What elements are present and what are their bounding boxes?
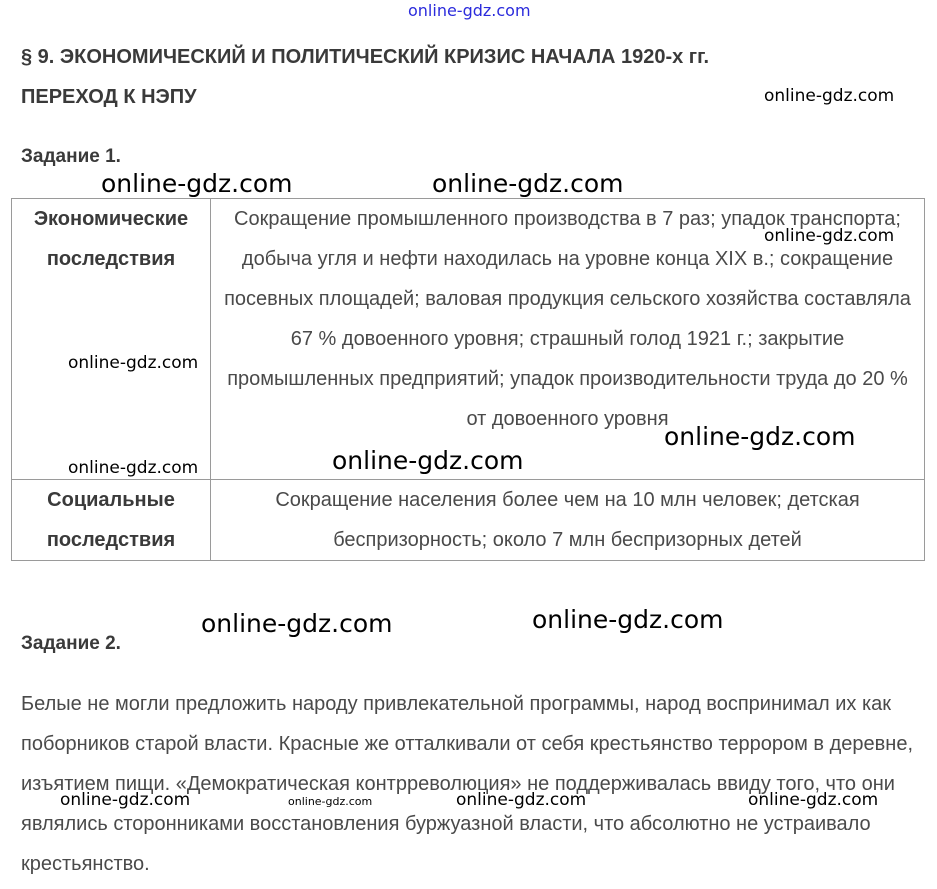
row-label-economic: Экономические последствия [12,199,211,480]
watermark-logo: online-gdz.com [101,169,293,198]
watermark-logo: online-gdz.com [764,86,895,106]
watermark-logo: online-gdz.com [332,446,524,475]
watermark-logo: online-gdz.com [408,1,531,20]
watermark-logo: online-gdz.com [748,790,879,810]
watermark-logo: online-gdz.com [664,422,856,451]
watermark-logo: online-gdz.com [68,353,199,373]
watermark-logo: online-gdz.com [288,795,373,808]
row-label-social: Социальные последствия [12,480,211,561]
section-title-line2: ПЕРЕХОД К НЭПУ [21,86,197,108]
task2-title: Задание 2. [21,633,121,654]
watermark-logo: online-gdz.com [68,458,199,478]
watermark-logo: online-gdz.com [201,609,393,638]
watermark-logo: online-gdz.com [456,790,587,810]
task2-answer: Белые не могли предложить народу привлекательной программы, народ воспринимал их как поборников старой власти. Красные же отталкивали от себя крестьянство террором в деревне, изъятием пищи. «Демократическая контрреволюция» не поддерживалась ввиду того, что они являлись сторонниками восстановления буржуазной власти, что абсолютно не устраивало крестьянство. [21,693,914,875]
row-text-social: Сокращение населения более чем на 10 млн человек; детская беспризорность; около 7 млн беспризорных детей [211,480,925,561]
task1-title: Задание 1. [21,146,121,167]
watermark-logo: online-gdz.com [60,790,191,810]
watermark-logo: online-gdz.com [764,226,895,246]
row-text-economic: Сокращение промышленного производства в 7 раз; упадок транспорта; добыча угля и нефти находилась на уровне конца XIX в.; сокращение посевных площадей; валовая продукция сельского хозяйства составляла 67 % довоенного уровня; страшный голод 1921 г.; закрытие промышленных предприятий; упадок производительности труда до 20 % от довоенного уровня [211,199,925,480]
consequences-table [11,198,925,561]
section-title-line1: § 9. ЭКОНОМИЧЕСКИЙ И ПОЛИТИЧЕСКИЙ КРИЗИС НАЧАЛА 1920-х гг. [21,46,710,68]
table-row [12,480,925,561]
watermark-logo: online-gdz.com [532,605,724,634]
watermark-logo: online-gdz.com [432,169,624,198]
